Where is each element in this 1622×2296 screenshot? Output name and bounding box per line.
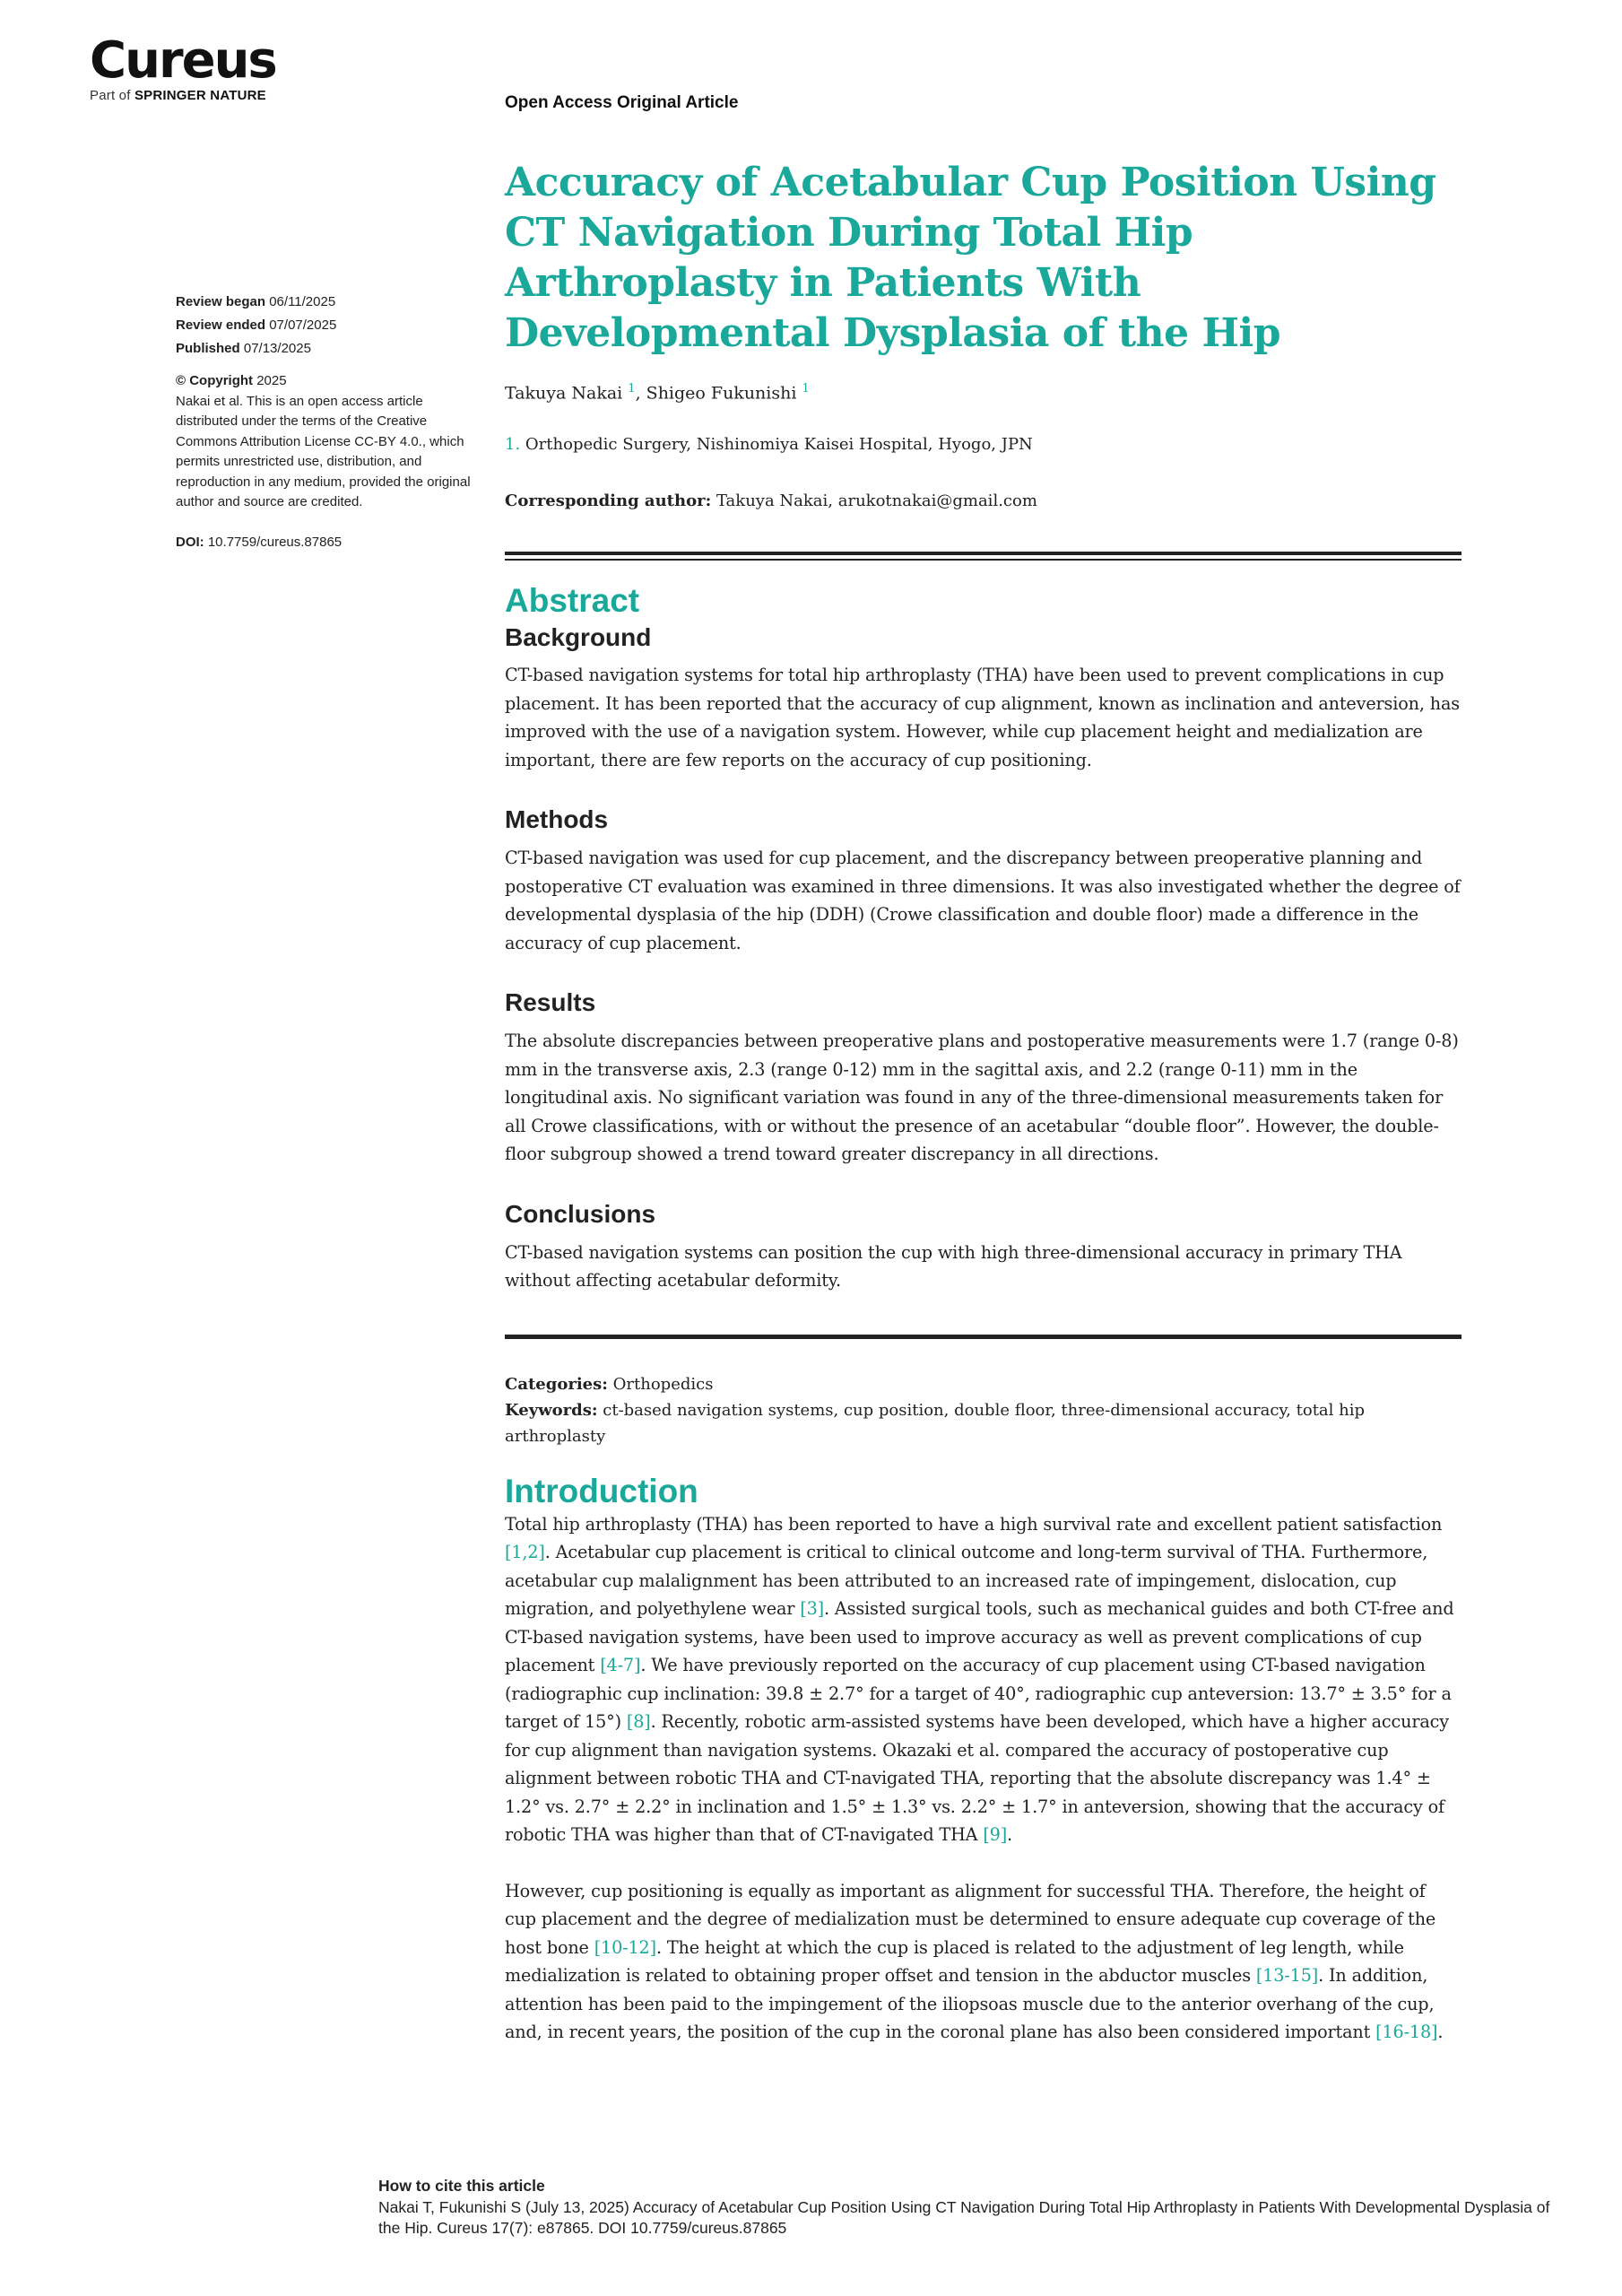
author-affiliation-mark[interactable]: 1 (802, 382, 810, 396)
how-to-cite-label: How to cite this article (378, 2177, 545, 2195)
affiliation-number: 1. (505, 435, 521, 455)
affiliation-text: Orthopedic Surgery, Nishinomiya Kaisei Hospital, Hyogo, JPN (525, 435, 1033, 455)
introduction-paragraph: However, cup positioning is equally as important as alignment for successful THA. Therefore, the height of cup placement and the degree of medialization must be determined to ensure adequate cup coverage of the host bone [10-12]. The height at which the cup is placed is related to the adjustment of leg length, while medialization is related to obtaining proper offset and tension in the abductor muscles [13-15]. In addition, attention has been paid to the impingement of the iliopsoas muscle due to the anterior overhang of the cup, and, in recent years, the position of the cup in the coronal plane has also been considered important [16-18]. (505, 1880, 1444, 2043)
introduction-paragraph: Total hip arthroplasty (THA) has been reported to have a high survival rate and excellent patient satisfaction [1,2]. Acetabular cup placement is critical to clinical outcome and long-term survival of THA. Furthermore, acetabular cup malalignment has been attributed to an increased rate of impingement, dislocation, cup migration, and polyethylene wear [3]. Assisted surgical tools, such as mechanical guides and both CT-free and CT-based navigation systems, have been used to improve accuracy as well as prevent complications of cup placement [4-7]. We have previously reported on the accuracy of cup placement using CT-based navigation (radiographic cup inclination: 39.8 ± 2.7° for a target of 40°, radiographic cup anteversion: 13.7° ± 3.5° for a target of 15°) [8]. Recently, robotic arm-assisted systems have been developed, which have a higher accuracy for cup alignment than navigation systems. Okazaki et al. compared the accuracy of postoperative cup alignment between robotic THA and CT-navigated THA, reporting that the absolute discrepancy was 1.4° ± 1.2° vs. 2.7° ± 2.2° in inclination and 1.5° ± 1.3° vs. 2.2° ± 1.7° in anteversion, showing that the accuracy of robotic THA was higher than that of CT-navigated THA [9]. (505, 1513, 1454, 1846)
keywords-list: ct-based navigation systems, cup position, double floor, three-dimensional accuracy, total hip arthroplasty (505, 1400, 1366, 1446)
reference-link[interactable]: [1,2] (505, 1542, 545, 1563)
reference-link[interactable]: [8] (626, 1711, 651, 1733)
methods-heading: Methods (505, 805, 609, 834)
part-of-line (90, 88, 276, 103)
publisher-brand: SPRINGER NATURE (134, 88, 266, 103)
citation-text: Nakai T, Fukunishi S (July 13, 2025) Accuracy of Acetabular Cup Position Using CT Navigation During Total Hip Arthroplasty in Patients With Developmental Dysplasia of the Hip. Cureus 17(7): e87865. DOI 10.7759/cureus.87865 (378, 2197, 1550, 2237)
part-of-prefix: Part of (90, 88, 131, 103)
main-column (505, 158, 1462, 2047)
category-link[interactable]: Orthopedics (612, 1374, 714, 1394)
review-dates (176, 291, 472, 361)
abstract-heading: Abstract (505, 582, 640, 620)
background-text: CT-based navigation systems for total hip arthroplasty (THA) have been used to prevent complications in cup placement. It has been reported that the accuracy of cup alignment, known as inclination and anteversion, has improved with the use of a navigation system. However, while cup placement height and medialization are important, there are few reports on the accuracy of cup positioning. (505, 665, 1460, 770)
doi-label: DOI: (176, 534, 204, 550)
conclusions-heading: Conclusions (505, 1199, 656, 1228)
copyright-label: © Copyright (176, 373, 254, 388)
divider-single (505, 1335, 1462, 1339)
reference-link[interactable]: [3] (800, 1598, 825, 1620)
author-name[interactable]: Shigeo Fukunishi (646, 383, 797, 404)
copyright-year: 2025 (256, 373, 287, 388)
author-name[interactable]: Takuya Nakai (505, 383, 623, 404)
copyright-notice (176, 371, 472, 513)
reference-link[interactable]: [10-12] (594, 1936, 656, 1958)
published-date: Published 07/13/2025 (176, 341, 311, 356)
author-list: Takuya Nakai $^1$, Shigeo Fukunishi $^1$ (505, 382, 810, 404)
divider-double (505, 552, 1462, 561)
affiliation (505, 435, 1462, 454)
how-to-cite (378, 2176, 1571, 2239)
reference-link[interactable]: [13-15] (1255, 1965, 1319, 1987)
article-title: Accuracy of Acetabular Cup Position Using CT Navigation During Total Hip Arthroplasty in Patients With Developmental Dysplasia of the Hip (505, 160, 1436, 356)
sidebar (176, 291, 472, 554)
review-ended: Review ended 07/07/2025 (176, 317, 337, 333)
corresponding-author (505, 491, 1462, 510)
keywords: Keywords: ct-based navigation systems, cup position, double floor, three-dimensional accuracy, total hip arthroplasty (505, 1400, 1366, 1446)
article-type: Open Access Original Article (505, 93, 739, 112)
corresponding-label: Corresponding author: (505, 491, 712, 511)
reference-link[interactable]: [9] (983, 1824, 1008, 1846)
conclusions-text: CT-based navigation systems can position the cup with high three-dimensional accuracy in primary THA without affecting acetabular deformity. (505, 1241, 1402, 1292)
introduction-heading: Introduction (505, 1472, 698, 1509)
reference-link[interactable]: [16-18] (1375, 2022, 1438, 2043)
author-affiliation-mark[interactable]: 1 (628, 382, 636, 396)
corresponding-value: Takuya Nakai, arukotnakai@gmail.com (716, 491, 1037, 511)
categories-keywords (505, 1371, 1462, 1449)
logo-wordmark: Cureus (90, 31, 276, 90)
reference-link[interactable]: [4-7] (600, 1655, 641, 1676)
results-text: The absolute discrepancies between preoperative plans and postoperative measurements were 1.7 (range 0-8) mm in the transverse axis, 2.3 (range 0-12) mm in the sagittal axis, and 2.2 (range 0-11) mm in the longitudinal axis. No significant variation was found in any of the three-dimensional measurements taken for all Crowe classifications, with or without the presence of an acetabular “double floor”. However, the double-floor subgroup showed a trend toward greater discrepancy in all directions. (505, 1031, 1459, 1165)
categories: Categories: Orthopedics (505, 1374, 714, 1394)
cureus-logo[interactable] (90, 31, 276, 103)
methods-text: CT-based navigation was used for cup placement, and the discrepancy between preoperative planning and postoperative CT evaluation was examined in three dimensions. It was also investigated whether the degree of developmental dysplasia of the hip (DDH) (Crowe classification and double floor) made a difference in the accuracy of cup placement. (505, 848, 1461, 953)
doi (176, 531, 472, 554)
results-heading: Results (505, 988, 596, 1017)
copyright-text: Nakai et al. This is an open access article distributed under the terms of the Creative Commons Attribution License CC-BY 4.0., which permits unrestricted use, distribution, and reproduction in any medium, provided the original author and source are credited. (176, 393, 471, 509)
doi-link[interactable]: 10.7759/cureus.87865 (207, 534, 343, 550)
background-heading: Background (505, 623, 652, 652)
review-began: Review began 06/11/2025 (176, 294, 336, 309)
